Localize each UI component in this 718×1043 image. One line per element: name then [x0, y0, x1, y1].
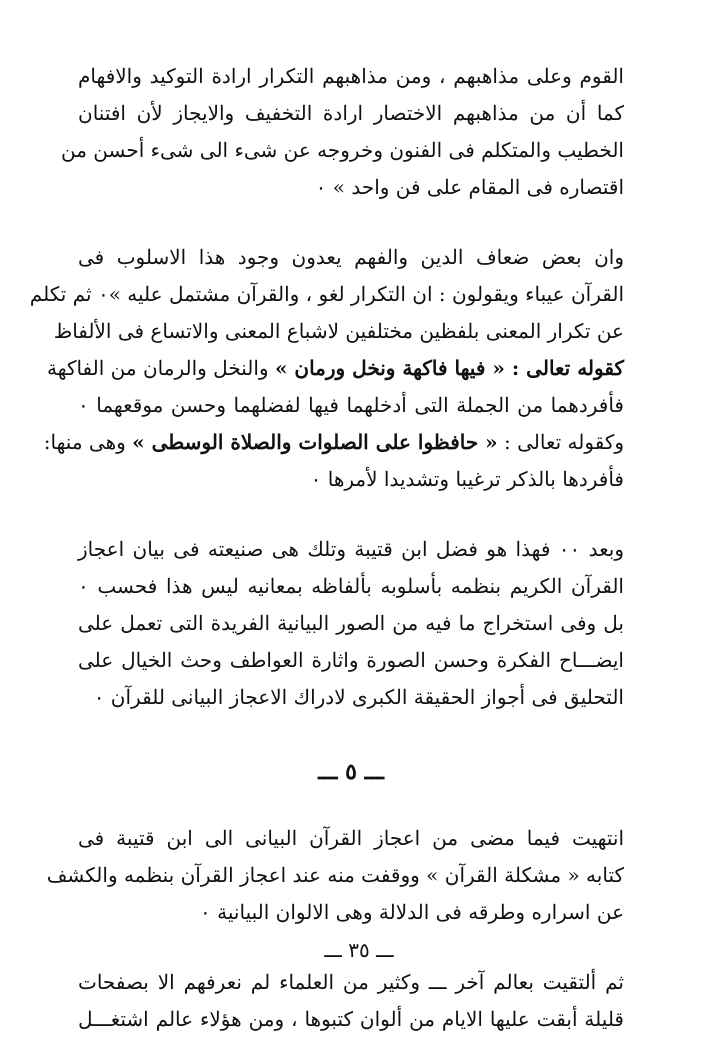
text-line: وبعد ٠٠ فهذا هو فضل ابن قتيبة وتلك هى صنيعته فى بيان اعجاز — [78, 537, 624, 561]
text-line: كتابه « مشكلة القرآن » ووقفت منه عند اعجاز القرآن بنظمه والكشف — [46, 863, 624, 887]
page-number: ـــ ٣٥ ـــ — [324, 938, 394, 962]
text-fragment: وهى منها: — [43, 430, 133, 454]
text-line: ايضـــاح الفكرة وحسن الصورة واثارة العواطف وحث الخيال على — [78, 648, 624, 672]
text-line: الخطيب والمتكلم فى الفنون وخروجه عن شىء الى شىء أحسن من — [60, 138, 624, 162]
text-line: قليلة أبقت عليها الايام من ألوان كتبوها ، ومن هؤلاء عالم اشتغـــل — [78, 1007, 624, 1031]
text-line: ثم ألتقيت بعالم آخر ـــ وكثير من العلماء لم نعرفهم الا بصفحات — [78, 970, 624, 994]
paragraph-gap — [78, 206, 624, 239]
text-line: اقتصاره فى المقام على فن واحد » ٠ — [315, 175, 624, 199]
paragraph-1 — [60, 58, 624, 206]
text-line: فأفردهما من الجملة التى أدخلهما فيها لفضلهما وحسن موقعهما ٠ — [78, 393, 624, 417]
quran-quote: كقوله تعالى : « فيها فاكهة ونخل ورمان » — [274, 356, 624, 380]
text-line: انتهيت فيما مضى من اعجاز القرآن البيانى الى ابن قتيبة فى — [78, 826, 624, 850]
text-line: القرآن الكريم بنظمه بأسلوبه بألفاظه بمعانيه ليس هذا فحسب ٠ — [78, 574, 624, 598]
section-number: ـــ ٥ ـــ — [318, 759, 384, 785]
paragraph-4 — [46, 820, 624, 931]
text-line: بل وفى استخراج ما فيه من الصور البيانية الفريدة التى تعمل على — [78, 611, 624, 635]
text-line: وان بعض ضعاف الدين والفهم يعدون وجود هذا الاسلوب فى — [78, 245, 624, 269]
text-line: كما أن من مذاهبهم الاختصار ارادة التخفيف والايجاز لأن افتنان — [78, 101, 624, 125]
paragraph-3 — [78, 531, 624, 716]
book-page — [29, 58, 624, 1038]
quran-quote: « حافظوا على الصلوات والصلاة الوسطى » — [132, 430, 498, 454]
text-line: القرآن عيباء ويقولون : ان التكرار لغو ، والقرآن مشتمل عليه »٠ ثم تكلم — [29, 282, 624, 306]
text-line: عن تكرار المعنى بلفظين مختلفين لاشباع المعنى والاتساع فى الألفاظ — [53, 319, 624, 343]
paragraph-5 — [78, 964, 624, 1038]
paragraph-2 — [29, 239, 624, 498]
text-line — [47, 350, 624, 387]
text-fragment: وكقوله تعالى : — [497, 430, 624, 454]
text-line: التحليق فى أجواز الحقيقة الكبرى لادراك الاعجاز البيانى للقرآن ٠ — [93, 685, 624, 709]
text-line: فأفردها بالذكر ترغيبا وتشديدا لأمرها ٠ — [310, 467, 624, 491]
text-line: القوم وعلى مذاهبهم ، ومن مذاهبهم التكرار ارادة التوكيد والافهام — [78, 64, 624, 88]
text-fragment: والنخل والرمان من الفاكهة — [47, 356, 275, 380]
text-line: عن اسراره وطرقه فى الدلالة وهى الالوان البيانية ٠ — [200, 900, 624, 924]
text-line — [43, 424, 624, 461]
paragraph-gap — [78, 498, 624, 531]
